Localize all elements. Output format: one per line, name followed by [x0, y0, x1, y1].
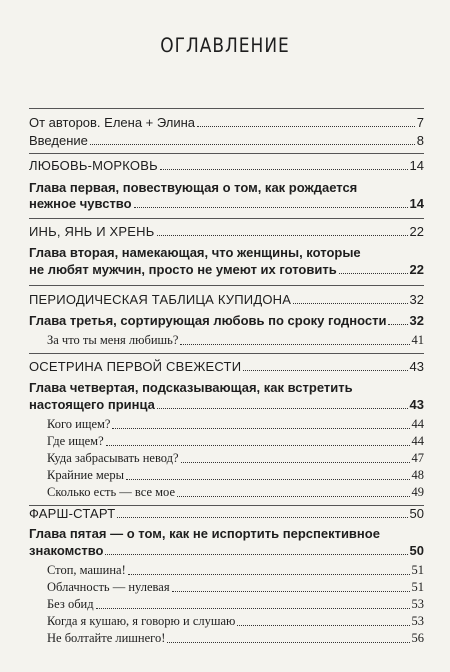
section-heading[interactable]: ИНЬ, ЯНЬ И ХРЕНЬ 22	[29, 224, 424, 239]
page-title: ОГЛАВЛЕНИЕ	[160, 34, 290, 58]
chapter-title: Глава четвертая, подсказывающая, как встретить	[29, 380, 353, 395]
toc-subentry[interactable]: Облачность — нулевая 51	[47, 580, 424, 594]
chapter-title: Глава пятая — о том, как не испортить перспективное	[29, 526, 380, 541]
toc-entry[interactable]: От авторов. Елена + Элина 7	[29, 115, 424, 130]
toc-subentry[interactable]: За что ты меня любишь? 41	[47, 333, 424, 347]
section-heading[interactable]: ЛЮБОВЬ-МОРКОВЬ 14	[29, 158, 424, 173]
divider	[29, 218, 424, 219]
chapter-title: Глава первая, повествующая о том, как рождается	[29, 180, 358, 195]
toc-entry-chapter[interactable]: нежное чувство 14	[29, 196, 424, 211]
section-heading[interactable]: ФАРШ-СТАРТ 50	[29, 506, 424, 521]
toc-subentry[interactable]: Когда я кушаю, я говорю и слушаю 53	[47, 614, 424, 628]
toc-entry-chapter[interactable]: Глава третья, сортирующая любовь по сроку годности 32	[29, 313, 424, 328]
toc-entry[interactable]: Введение 8	[29, 133, 424, 148]
toc-entry-chapter[interactable]: не любят мужчин, просто не умеют их готовить 22	[29, 262, 424, 277]
divider	[29, 353, 424, 354]
divider	[29, 108, 424, 109]
divider	[29, 285, 424, 286]
toc-subentry[interactable]: Куда забрасывать невод? 47	[47, 451, 424, 465]
chapter-title: Глава вторая, намекающая, что женщины, которые	[29, 245, 361, 260]
toc-subentry[interactable]: Сколько есть — все мое 49	[47, 485, 424, 499]
toc-subentry[interactable]: Без обид 53	[47, 597, 424, 611]
divider	[29, 153, 424, 154]
toc-subentry[interactable]: Стоп, машина! 51	[47, 563, 424, 577]
toc-subentry[interactable]: Кого ищем? 44	[47, 417, 424, 431]
section-heading[interactable]: ОСЕТРИНА ПЕРВОЙ СВЕЖЕСТИ 43	[29, 359, 424, 374]
toc-subentry[interactable]: Не болтайте лишнего! 56	[47, 631, 424, 645]
toc-subentry[interactable]: Где ищем? 44	[47, 434, 424, 448]
toc-entry-chapter[interactable]: настоящего принца 43	[29, 397, 424, 412]
section-heading[interactable]: ПЕРИОДИЧЕСКАЯ ТАБЛИЦА КУПИДОНА 32	[29, 292, 424, 307]
toc-subentry[interactable]: Крайние меры 48	[47, 468, 424, 482]
toc-entry-chapter[interactable]: знакомство 50	[29, 543, 424, 558]
